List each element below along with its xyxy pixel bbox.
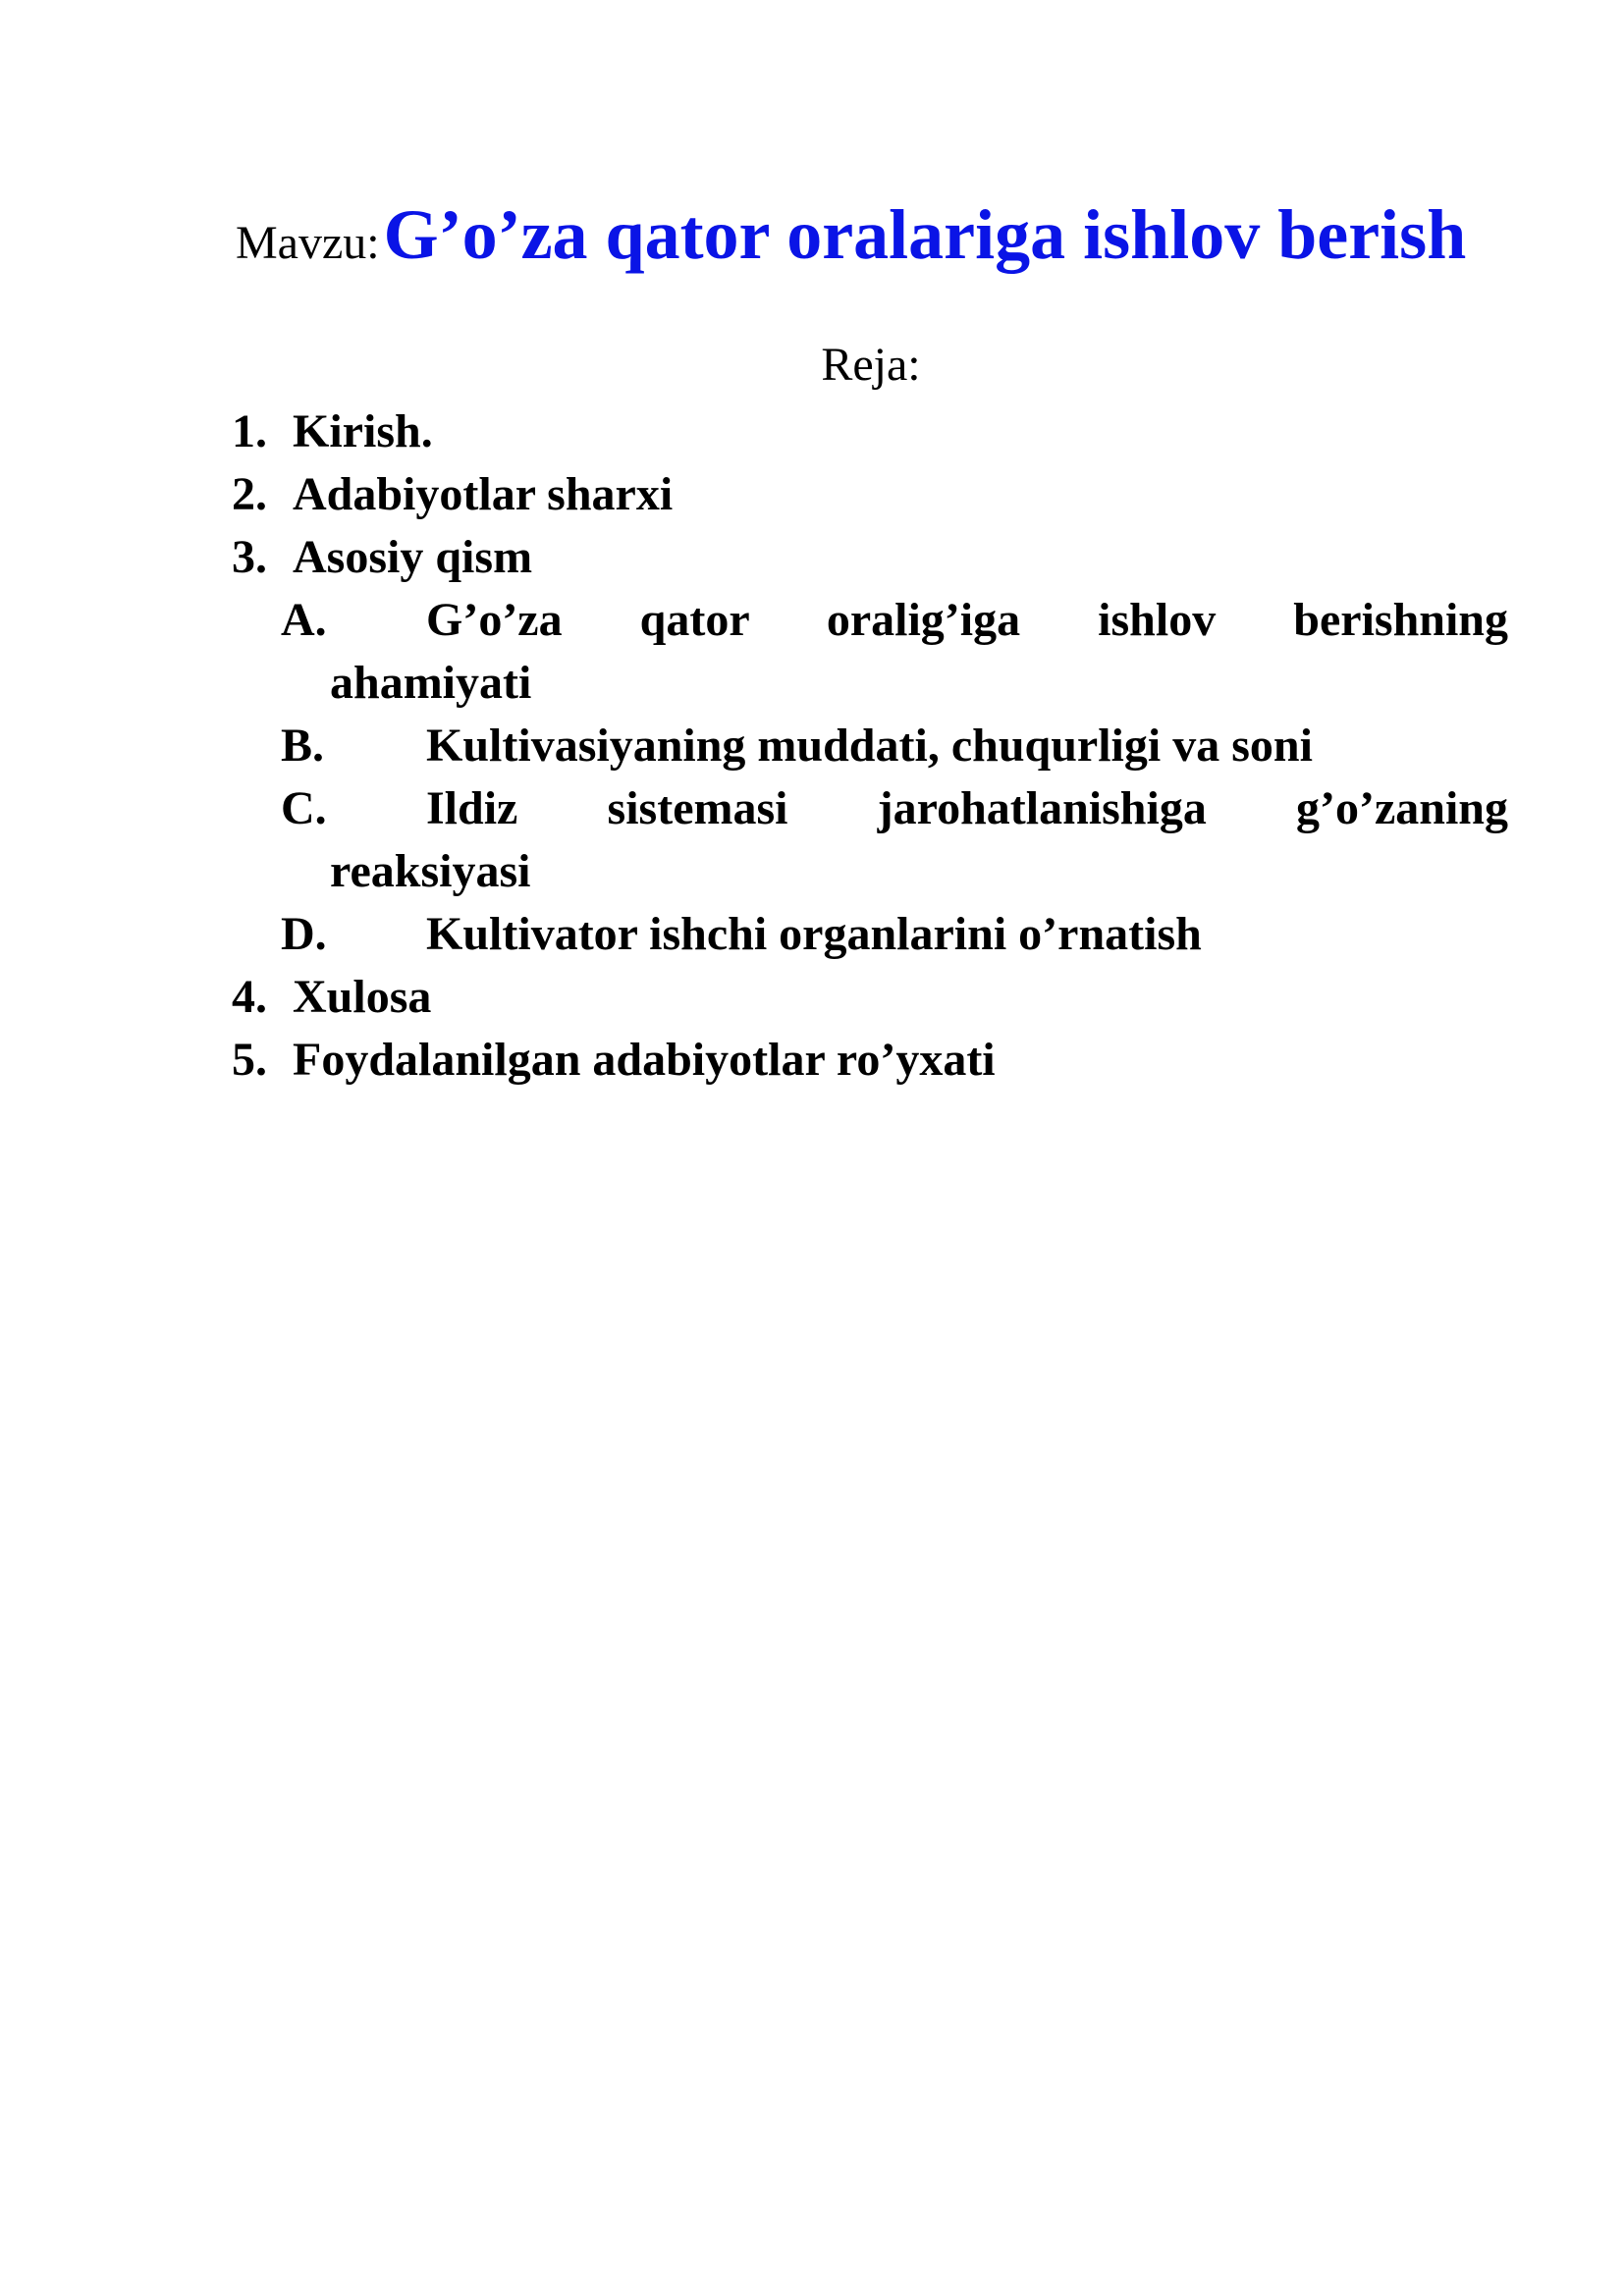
plan-item	[232, 1029, 1508, 1092]
plan-item-label: Foydalanilgan adabiyotlar ro’yxati	[293, 1034, 996, 1086]
plan-subitem-continuation: reaksiyasi	[330, 845, 531, 897]
plan-item	[232, 526, 1508, 589]
plan-list	[232, 400, 1508, 1092]
plan-item	[232, 966, 1508, 1029]
plan-item-number: 3.	[232, 531, 267, 583]
plan-subitem	[281, 777, 1508, 903]
plan-item-number: 2.	[232, 468, 267, 520]
plan-item-number: 1.	[232, 405, 267, 457]
plan-heading: Reja:	[821, 339, 921, 391]
plan-item-label: Adabiyotlar sharxi	[293, 468, 674, 520]
plan-item	[232, 463, 1508, 526]
topic-title-line	[236, 192, 1512, 277]
topic-title: G’o’za qator oralariga ishlov berish	[383, 195, 1467, 274]
topic-prefix: Mavzu:	[236, 217, 380, 269]
plan-subitem	[281, 715, 1508, 777]
plan-item-number: 4.	[232, 971, 267, 1023]
plan-item-label: Asosiy qism	[293, 531, 533, 583]
plan-subitem-letter: D.	[281, 908, 327, 960]
plan-subitem-label: Kultivator ishchi organlarini o’rnatish	[426, 908, 1202, 960]
plan-item	[232, 400, 1508, 463]
plan-item-label: Kirish.	[293, 405, 433, 457]
plan-subitem	[281, 589, 1508, 715]
plan-subitem-label: G’o’za qator oralig’iga ishlov berishning	[426, 594, 1508, 646]
plan-item-number: 5.	[232, 1034, 267, 1086]
plan-subitem-letter: C.	[281, 782, 327, 834]
plan-subitem	[281, 903, 1508, 966]
plan-subitem-label: Ildiz sistemasi jarohatlanishiga g’o’zaning	[426, 782, 1508, 834]
plan-subitem-label: Kultivasiyaning muddati, chuqurligi va soni	[426, 720, 1313, 772]
plan-subitem-continuation: ahamiyati	[330, 657, 532, 709]
plan-item-label: Xulosa	[293, 971, 432, 1023]
plan-subitem-letter: B.	[281, 720, 325, 772]
plan-subitem-letter: A.	[281, 594, 327, 646]
